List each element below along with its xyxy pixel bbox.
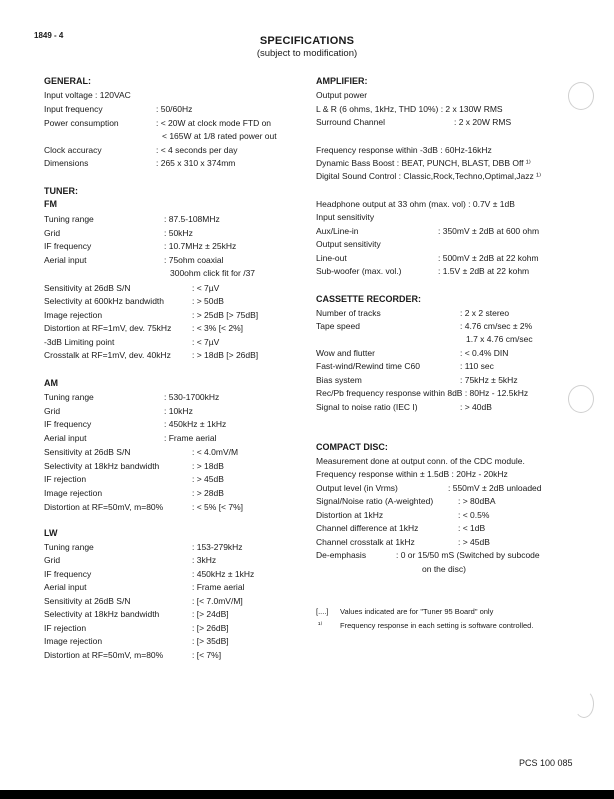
- spec-label: Fast-wind/Rewind time C60: [316, 361, 420, 371]
- spec-value: 300ohm click fit for /37: [170, 268, 256, 278]
- spec-label: Input frequency: [44, 104, 103, 114]
- page-number: 1849 - 4: [34, 31, 64, 40]
- tuner-heading: TUNER:: [44, 186, 78, 196]
- spec-label: Grid: [44, 555, 61, 565]
- amp-headphone: Headphone output at 33 ohm (max. vol) : 0.7V ± 1dB: [316, 199, 515, 209]
- spec-label: Selectivity at 18kHz bandwidth: [44, 461, 160, 471]
- spec-value: : > 50dB: [192, 296, 224, 306]
- spec-label: Distortion at RF=50mV, m=80%: [44, 502, 164, 512]
- general-input-voltage: Input voltage : 120VAC: [44, 90, 131, 100]
- amp-dbb: Dynamic Bass Boost : BEAT, PUNCH, BLAST, DBB Off ¹⁾: [316, 158, 531, 168]
- spec-value: : 550mV ± 2dB unloaded: [448, 483, 542, 493]
- amplifier-heading: AMPLIFIER:: [316, 76, 368, 86]
- spec-value: : Frame aerial: [164, 433, 217, 443]
- spec-value: : > 80dBA: [458, 496, 496, 506]
- spec-value: : [> 35dB]: [192, 636, 229, 646]
- spec-value: : 500mV ± 2dB at 22 kohm: [438, 253, 539, 263]
- spec-value: : > 18dB [> 26dB]: [192, 350, 259, 360]
- spec-label: IF frequency: [44, 569, 92, 579]
- spec-label: Bias system: [316, 375, 362, 385]
- spec-value: : > 25dB [> 75dB]: [192, 310, 259, 320]
- spec-value: : 2 x 20W RMS: [454, 117, 512, 127]
- amp-lr: L & R (6 ohms, 1kHz, THD 10%) : 2 x 130W RMS: [316, 104, 503, 114]
- spec-value: : 450kHz ± 1kHz: [164, 419, 227, 429]
- spec-label: Image rejection: [44, 488, 103, 498]
- cassette-recpb: Rec/Pb frequency response within 8dB : 80Hz - 12.5kHz: [316, 388, 529, 398]
- spec-label: IF frequency: [44, 419, 92, 429]
- binder-hole: [568, 82, 594, 110]
- spec-value: : 10.7MHz ± 25kHz: [164, 241, 237, 251]
- spec-label: Line-out: [316, 253, 347, 263]
- spec-value: : 153-279kHz: [192, 542, 243, 552]
- spec-value: : > 18dB: [192, 461, 224, 471]
- spec-value: : > 40dB: [460, 402, 492, 412]
- spec-value: : 75kHz ± 5kHz: [460, 375, 518, 385]
- spec-value: : 350mV ± 2dB at 600 ohm: [438, 226, 540, 236]
- spec-label: Sensitivity at 26dB S/N: [44, 596, 131, 606]
- spec-label: Number of tracks: [316, 308, 381, 318]
- spec-label: Sensitivity at 26dB S/N: [44, 447, 131, 457]
- general-heading: GENERAL:: [44, 76, 91, 86]
- page-title: SPECIFICATIONS: [259, 35, 355, 47]
- spec-label: Crosstalk at RF=1mV, dev. 40kHz: [44, 350, 171, 360]
- fm-heading: FM: [44, 199, 57, 209]
- spec-value: : 110 sec: [460, 361, 494, 371]
- spec-label: Power consumption: [44, 118, 119, 128]
- scan-edge: [0, 790, 614, 799]
- spec-value: : > 45dB: [192, 474, 224, 484]
- footnote-mark: ¹⁾: [318, 620, 323, 629]
- spec-value: : < 20W at clock mode FTD on: [156, 118, 272, 128]
- spec-value: : [> 24dB]: [192, 609, 229, 619]
- footnote-text: Values indicated are for "Tuner 95 Board" only: [340, 607, 494, 616]
- amp-input-sensitivity: Input sensitivity: [316, 212, 375, 222]
- spec-label: IF frequency: [44, 241, 92, 251]
- am-heading: AM: [44, 378, 58, 388]
- spec-value: : 2 x 2 stereo: [460, 308, 510, 318]
- spec-label: IF rejection: [44, 623, 87, 633]
- spec-value: : [< 7%]: [192, 650, 222, 660]
- spec-label: Image rejection: [44, 636, 103, 646]
- spec-value: : 530-1700kHz: [164, 392, 220, 402]
- spec-label: Image rejection: [44, 310, 103, 320]
- spec-value: : < 1dB: [458, 523, 486, 533]
- cassette-heading: CASSETTE RECORDER:: [316, 294, 422, 304]
- spec-label: Tape speed: [316, 321, 360, 331]
- spec-value: : 50kHz: [164, 228, 193, 238]
- spec-value: : [< 7.0mV/M]: [192, 596, 243, 606]
- spec-value: : 4.76 cm/sec ± 2%: [460, 321, 533, 331]
- footnote-mark: [....]: [316, 607, 329, 616]
- spec-label: -3dB Limiting point: [44, 337, 115, 347]
- spec-label: Sensitivity at 26dB S/N: [44, 283, 131, 293]
- spec-label: Wow and flutter: [316, 348, 375, 358]
- spec-label: Clock accuracy: [44, 145, 102, 155]
- spec-label: De-emphasis: [316, 550, 367, 560]
- spec-label: Tuning range: [44, 392, 94, 402]
- spec-value: : > 28dB: [192, 488, 224, 498]
- spec-value: : 1.5V ± 2dB at 22 kohm: [438, 266, 530, 276]
- spec-label: Surround Channel: [316, 117, 385, 127]
- footnote-text: Frequency response in each setting is software controlled.: [340, 621, 534, 630]
- spec-value: : 3kHz: [192, 555, 217, 565]
- spec-value: < 165W at 1/8 rated power out: [162, 131, 277, 141]
- spec-label: Grid: [44, 406, 61, 416]
- spec-label: Sub-woofer (max. vol.): [316, 266, 402, 276]
- spec-value: on the disc): [422, 564, 466, 574]
- document-number: PCS 100 085: [519, 758, 573, 768]
- spec-value: : > 45dB: [458, 537, 490, 547]
- spec-label: Selectivity at 18kHz bandwidth: [44, 609, 160, 619]
- spec-label: Tuning range: [44, 214, 94, 224]
- spec-value: : < 4 seconds per day: [156, 145, 238, 155]
- spec-label: Tuning range: [44, 542, 94, 552]
- spec-label: Distortion at 1kHz: [316, 510, 384, 520]
- spec-value: : 450kHz ± 1kHz: [192, 569, 255, 579]
- spec-value: : < 0.4% DIN: [460, 348, 509, 358]
- cd-heading: COMPACT DISC:: [316, 442, 388, 452]
- spec-label: Distortion at RF=50mV, m=80%: [44, 650, 164, 660]
- spec-label: Aerial input: [44, 255, 87, 265]
- spec-value: : < 4.0mV/M: [192, 447, 239, 457]
- spec-value: : < 0.5%: [458, 510, 490, 520]
- spec-label: Selectivity at 600kHz bandwidth: [44, 296, 165, 306]
- spec-value: : 50/60Hz: [156, 104, 193, 114]
- lw-heading: LW: [44, 528, 58, 538]
- spec-label: Output level (in Vrms): [316, 483, 398, 493]
- spec-value: 1.7 x 4.76 cm/sec: [466, 334, 533, 344]
- spec-value: : 265 x 310 x 374mm: [156, 158, 236, 168]
- page-subtitle: (subject to modification): [256, 48, 358, 59]
- amp-dsc: Digital Sound Control : Classic,Rock,Techno,Optimal,Jazz ¹⁾: [316, 171, 542, 181]
- spec-value: : < 7µV: [192, 337, 220, 347]
- spec-value: : 75ohm coaxial: [164, 255, 224, 265]
- cd-freq: Frequency response within ± 1.5dB : 20Hz - 20kHz: [316, 469, 508, 479]
- binder-hole: [568, 385, 594, 413]
- amp-freq-response: Frequency response within -3dB : 60Hz-16kHz: [316, 145, 492, 155]
- spec-label: IF rejection: [44, 474, 87, 484]
- cd-measurement: Measurement done at output conn. of the CDC module.: [316, 456, 525, 466]
- spec-value: : < 5% [< 7%]: [192, 502, 244, 512]
- spec-label: Dimensions: [44, 158, 89, 168]
- spec-label: Grid: [44, 228, 61, 238]
- spec-value: : 0 or 15/50 mS (Switched by subcode: [396, 550, 540, 560]
- spec-label: Channel crosstalk at 1kHz: [316, 537, 415, 547]
- amp-output-power: Output power: [316, 90, 368, 100]
- spec-value: : < 3% [< 2%]: [192, 323, 244, 333]
- spec-value: : < 7µV: [192, 283, 220, 293]
- spec-value: : [> 26dB]: [192, 623, 229, 633]
- spec-label: Signal/Noise ratio (A-weighted): [316, 496, 434, 506]
- spec-label: Aerial input: [44, 582, 87, 592]
- spec-label: Aerial input: [44, 433, 87, 443]
- amp-output-sensitivity: Output sensitivity: [316, 239, 381, 249]
- spec-label: Distortion at RF=1mV, dev. 75kHz: [44, 323, 172, 333]
- spec-value: : 87.5-108MHz: [164, 214, 220, 224]
- binder-hole: [574, 690, 594, 718]
- spec-label: Aux/Line-in: [316, 226, 359, 236]
- spec-label: Channel difference at 1kHz: [316, 523, 419, 533]
- spec-value: : 10kHz: [164, 406, 193, 416]
- spec-label: Signal to noise ratio (IEC I): [316, 402, 418, 412]
- spec-value: : Frame aerial: [192, 582, 245, 592]
